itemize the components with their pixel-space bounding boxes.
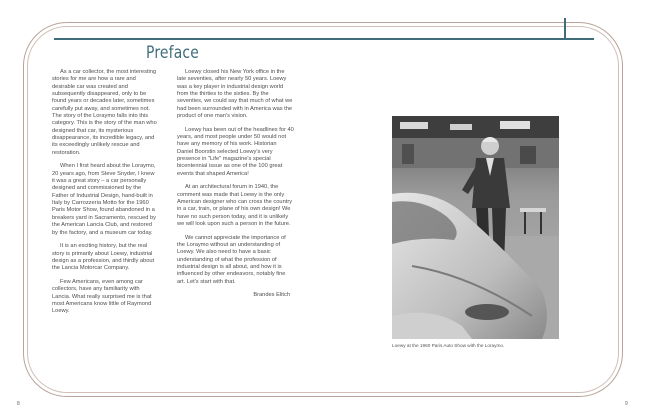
text-column-right <box>177 69 294 306</box>
paragraph: Loewy closed his New York office in the late seventies, after nearly 50 years. Loewy was a key player in industrial design world from the thirties to the sixties. By the seventies, we could say that much of what we had been surrounded with in America was the product of one man's vision. <box>177 69 293 120</box>
header-rule <box>54 38 594 40</box>
paragraph: We cannot appreciate the importance of the Loraymo without an understanding of Loewy. We also need to have a basic understanding of what the profession of industrial design is all about, and how it is influenced by other endeavors, notably fine art. Let's start with that. <box>177 234 286 285</box>
photo-illustration <box>392 116 559 339</box>
page-number-left: 8 <box>17 401 20 407</box>
page-number-right: 9 <box>625 401 628 407</box>
paragraph: Loewy has been out of the headlines for 40 years, and most people under 50 would not have any memory of his work. Historian Daniel Boorstin selected Loewy's very presence in "Life" magazine's special bicentennial issue as one of the 100 great events that shaped America! <box>177 126 294 177</box>
paragraph: When I first heard about the Loraymo, 20 years ago, from Steve Snyder, I knew it was a great story – a car personally designed and commissioned by the Father of Industrial Design, hand-built in Italy by Carrozzeria Motto for the 1960 Paris Motor Show, found abandoned in a breakers yard in Sacramento, rescued by the American Lancia Club, and restored by the factory, and a museum car today. <box>52 163 157 236</box>
author-signature: Brandes Elitch <box>253 292 290 299</box>
photo-caption: Loewy at the 1960 Paris Auto Show with the Loraymo. <box>392 343 505 348</box>
paragraph: It is an exciting history, but the real story is primarily about Loewy, industrial design as a profession, and thirdly about the Lancia Motorcar Company. <box>52 243 155 272</box>
loewy-car-photo <box>392 116 559 339</box>
paragraph: As a car collector, the most interesting stories for me are how a rare and desirable car was created and subsequently disappeared, only to be found years or decades later, sometimes carefully put away, and sometimes not. The story of the Loraymo falls into this category. This is the story of the man who designed that car, its mysterious disappearance, its incredible legacy, and its exceedingly unlikely rescue and restoration. <box>52 69 157 156</box>
page-title: Preface <box>146 43 200 63</box>
paragraph: Few Americans, even among car collectors, have any familiarity with Lancia. What really surprised me is that most Americans know little of Raymond Loewy. <box>52 278 152 315</box>
header-tick <box>564 18 566 39</box>
text-column-left <box>52 69 158 322</box>
paragraph: At an architectural forum in 1940, the comment was made that Loewy is the only American designer who can cross the country in a car, train, or plane of his own design! We have no such person today, and it is unlikely we will look upon such a person in the future. <box>177 184 293 228</box>
